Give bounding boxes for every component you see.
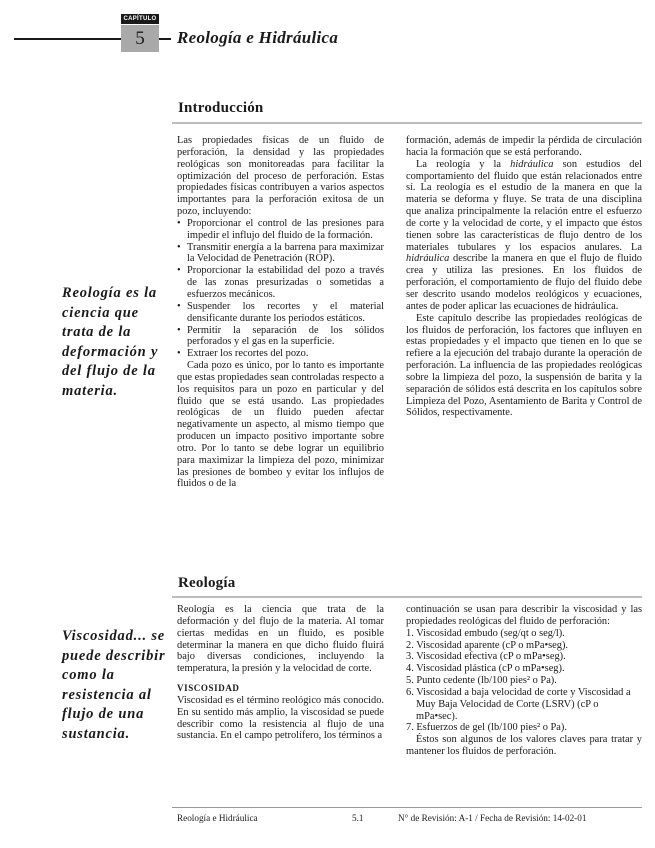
sidenote-rheology-definition: Reología es la ciencia que trata de la deformación y del flujo de la materia. [62,285,159,399]
list-item: 1. Viscosidad embudo (seg/qt o seg/l). [406,627,565,639]
list-item: 5. Punto cedente (lb/100 pies² o Pa). [406,675,557,687]
paragraph: Viscosidad es el término reológico más conocido. En su sentido más amplio, la viscosidad se puede describir como la resistencia al flujo de una sustancia. En el campo petrolífero, los términos a [177,694,384,742]
section-rule [172,596,642,598]
footer-title: Reología e Hidráulica [177,813,258,823]
paragraph: continuación se usan para describir la viscosidad y las propiedades reológicas del fluido de perforación: [406,604,642,627]
list-item: 4. Viscosidad plástica (cP o mPa•seg). [406,663,565,675]
list-item: • Proporcionar la estabilidad del pozo a través de las zonas presurizadas o sometidas a esfuerzos mecánicos. [177,265,384,301]
list-item: 2. Viscosidad aparente (cP o mPa•seg). [406,639,569,651]
page-number: 5.1 [352,813,364,823]
viscosity-terms-list [406,628,642,735]
list-item: • Extraer los recortes del pozo. [177,348,384,360]
header-rule [14,38,121,40]
text-run: describe la manera en que el flujo de fluido crea y utiliza las presiones. En los fluidos de perforación, el comportamiento de flujo del fluido debe ser descrito usando modelos reológicos y ecuaciones, antes de poder aplicar las ecuaciones de hidráulica. [406,253,642,312]
text-run: son estudios del comportamiento del fluido que están relacionados entre sí. La reología es el estudio de la manera en que la materia se deforma y fluye. Se trata de una disciplina que analiza principalmente la relación entre el esfuerzo de corte y la velocidad de corte, y el impacto que éstos tienen sobre las características de flujo dentro de los materiales tubulares y los espacios anulares. La [406,158,643,253]
paragraph: Las propiedades físicas de un fluido de perforación, la densidad y las propiedades reológicas son monitoreadas para facilitar la optimización del proceso de perforación. Estas propiedades físicas contribuyen a varios aspectos importantes para la perforación exitosa de un pozo, incluyendo: [177,135,384,218]
footer-rule [172,807,642,808]
intro-bullet-list [177,218,384,360]
section-heading-introduccion: Introducción [178,100,264,116]
paragraph: formación, además de impedir la pérdida de circulación hacia la formación que se está perforando. [406,135,642,158]
list-item: 3. Viscosidad efectiva (cP o mPa•seg). [406,651,566,663]
section-heading-reologia: Reología [178,575,236,591]
paragraph: Cada pozo es único, por lo tanto es importante que estas propiedades sean controladas respecto a los requisitos para un pozo en particular y del fluido que se está usando. Las propiedades reológicas de un fluido pueden afectar negativamente un aspecto, al mismo tiempo que producen un impacto positivo importante sobre otro. Por lo tanto se debe lograr un equilibrio para maximizar la limpieza del pozo, minimizar las presiones de bombeo y evitar los influjos de fluidos o de la [177,360,384,490]
paragraph [406,159,642,313]
rheology-right-column [406,604,642,758]
chapter-title: Reología e Hidráulica [177,28,339,47]
rheology-left-column [177,604,384,742]
paragraph: Este capítulo describe las propiedades reológicas de los fluidos de perforación, los factores que influyen en estas propiedades y el impacto que tienen en lo que se refiere a la ejecución del trabajo durante la operación de perforación. La influencia de las propiedades reológicas sobre la limpieza del pozo, la suspensión de barita y la separación de sólidos está descrita en los capítulos sobre Limpieza del Pozo, Asentamiento de Barita y Control de Sólidos, respectivamente. [406,312,642,419]
list-item: 6. Viscosidad a baja velocidad de corte y Viscosidad a Muy Baja Velocidad de Corte (LSRV) (cP o mPa•sec). [406,686,631,722]
paragraph: Reología es la ciencia que trata de la deformación y del flujo de la materia. Al tomar ciertas medidas en un fluido, es posible determinar la manera en que dicho fluido fluirá bajo diversas condiciones, incluyendo la temperatura, la presión y la velocidad de corte. [177,604,384,675]
list-item: • Permitir la separación de los sólidos perforados y el gas en la superficie. [177,325,384,349]
list-item: • Proporcionar el control de las presiones para impedir el influjo del fluido de la formación. [177,218,384,242]
list-item: • Suspender los recortes y el material densificante durante los periodos estáticos. [177,301,384,325]
chapter-number: 5 [121,25,159,52]
section-rule [172,122,642,124]
sidenote-viscosity-definition: Viscosidad... se puede describir como la resistencia al flujo de una sustancia. [62,628,166,742]
subheading-viscosidad: VISCOSIDAD [177,683,240,694]
list-item: • Transmitir energía a la barrena para maximizar la Velocidad de Penetración (ROP). [177,242,384,266]
revision-info: N° de Revisión: A-1 / Fecha de Revisión: 14-02-01 [398,813,587,823]
chapter-label: CAPÍTULO [121,14,159,24]
intro-left-column [177,135,384,490]
emphasis: hidráulica [510,158,554,170]
paragraph: Éstos son algunos de los valores claves para tratar y mantener los fluidos de perforación. [406,734,642,758]
emphasis: hidráulica [406,253,450,265]
header-rule-dash [159,38,171,40]
list-item: 7. Esfuerzos de gel (lb/100 pies² o Pa). [406,722,567,734]
intro-right-column [406,135,642,419]
text-run: La reología y la [416,158,511,170]
